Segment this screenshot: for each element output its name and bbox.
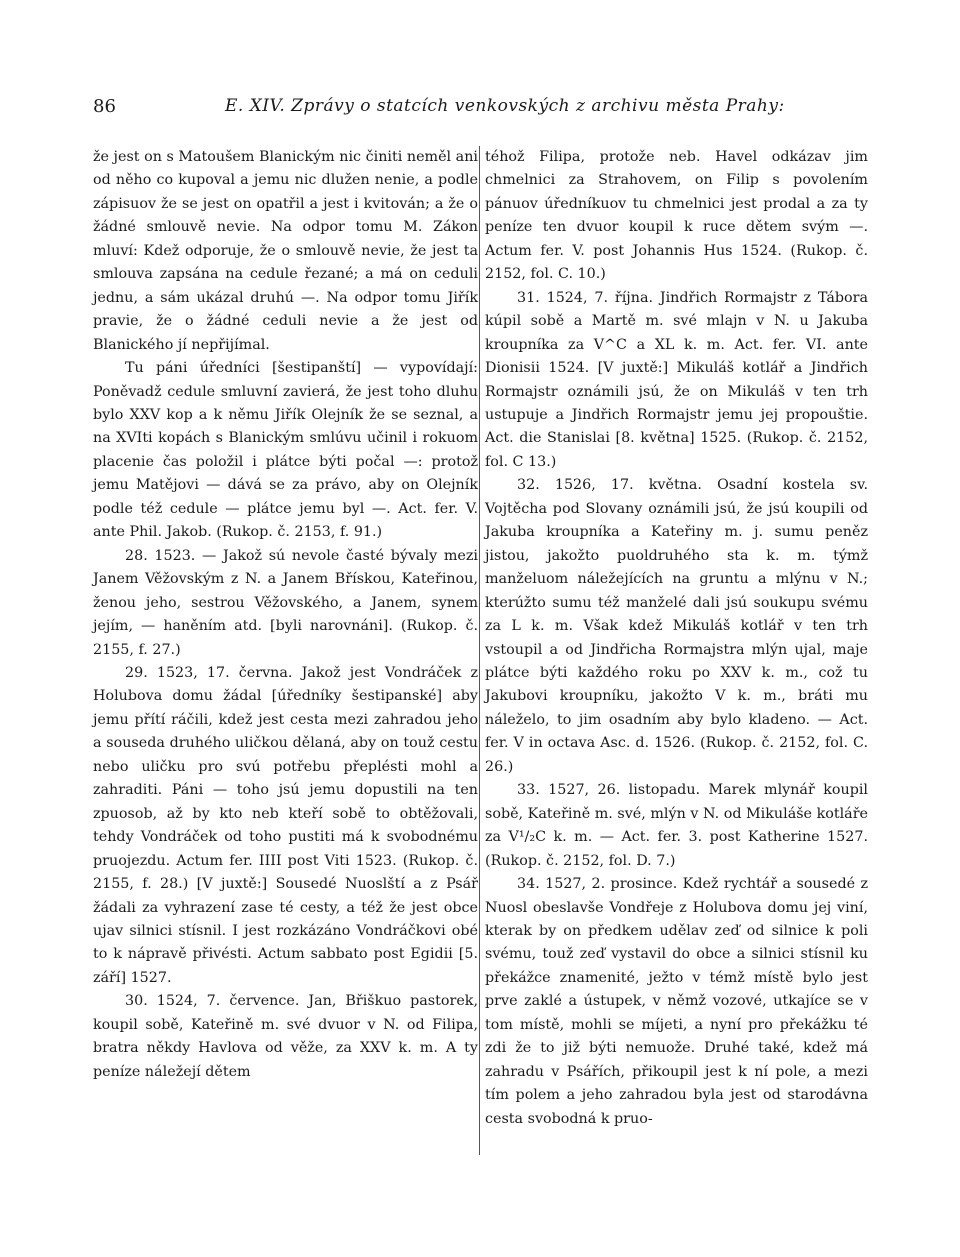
left-column <box>93 146 478 1084</box>
page-number: 86 <box>93 96 116 117</box>
page-header <box>93 96 863 126</box>
column-divider <box>479 146 480 1155</box>
running-title: E. XIV. Zprávy o statcích venkovských z archivu města Prahy: <box>225 96 785 116</box>
paragraph: 30. 1524, 7. července. Jan, Břiškuo pastorek, koupil sobě, Kateřině m. své dvuor v N. od Filipa, bratra někdy Havlova od věže, za XXV k. m. A ty peníze náležejí dětem <box>93 993 478 1080</box>
paragraph: téhož Filipa, protože neb. Havel odkázav jim chmelnici za Strahovem, on Filip s povolením pánuov úředníkuov tu chmelnici jest prodal a za ty peníze ten dvuor koupil k ruce dětem svým —. Actum fer. V. post Johannis Hus 1524. (Rukop. č. 2152, fol. C. 10.) <box>485 149 868 283</box>
paragraph: 31. 1524, 7. října. Jindřich Rormajstr z Tábora kúpil sobě a Martě m. své mlajn v N. u Jakuba kroupníka za V^C a XL k. m. Act. fer. VI. ante Dionisii 1524. [V juxtě:] Mikuláš kotlář a Jindřich Rormajstr oznámili jsú, že on Mikuláš v ten trh ustupuje a Jindřich Rormajstr jemu jej propouštie. Act. die Stanislai [8. května] 1525. (Rukop. č. 2152, fol. C 13.) <box>485 289 868 470</box>
paragraph: 32. 1526, 17. května. Osadní kostela sv. Vojtěcha pod Slovany oznámili jsú, že jsú koupili od Jakuba kroupníka a Kateřiny m. j. sumu peněz jistou, jakožto puoldruhého sta k. m. týmž manželuom náležejících na gruntu a mlýnu v N.; kterúžto sumu též manželé dali jsú soukupu svému za L k. m. Však kdež Mikuláš kotlář v ten trh vstoupil a od Jindřicha Rormajstra mlýn ujal, maje plátce býti každého roku po XXV k. m., což tu Jakubovi kroupníku, jakožto V k. m., bráti mu náleželo, to jim osadním aby bylo kladeno. — Act. fer. V in octava Asc. d. 1526. (Rukop. č. 2152, fol. C. 26.) <box>485 477 868 775</box>
paragraph: 33. 1527, 26. listopadu. Marek mlynář koupil sobě, Kateřině m. své, mlýn v N. od Mikuláše kotláře za V¹/₂C k. m. — Act. fer. 3. post Katherine 1527. (Rukop. č. 2152, fol. D. 7.) <box>485 782 868 869</box>
right-column <box>485 146 868 1131</box>
paragraph: 29. 1523, 17. června. Jakož jest Vondráček z Holubova domu žádal [úředníky šestipanské] aby jemu přítí ráčili, kdež jest cesta mezi zahradou jeho a souseda druhého uličkou dělaná, aby on touž cestu nebo uličku pro svú potřebu přeplésti mohl a zahraditi. Páni — toho jsú jemu dopustili na ten zpuosob, až by kto neb kteří sobě to obtěžovali, tehdy Vondráček od toho pustiti má k svobodnému pruojezdu. Actum fer. IIII post Viti 1523. (Rukop. č. 2155, f. 28.) [V juxtě:] Sousedé Nuoslští a z Psář žádali za vyhrazení zase té cesty, a též že jest obce ujav silnici stísnil. I jest rozkázáno Vondráčkovi obé to k nápravě přivésti. Actum sabbato post Egidii [5. září] 1527. <box>93 664 478 986</box>
paragraph: že jest on s Matoušem Blanickým nic činiti neměl ani od něho co kupoval a jemu nic dlužen nenie, a podle zápisuov že se jest on opatřil a jest i kvitován; a že o žádné smlouvě nevie. Na odpor tomu M. Zákon mluví: Kdež odporuje, že o smlouvě nevie, že jest ta smlouva zapsána na cedule řezané; a má on ceduli jednu, a sám ukázal druhú —. Na odpor tomu Jiřík pravie, že o žádné ceduli nevie a že jest od Blanického jí nepřijímal. <box>93 149 478 353</box>
paragraph: 34. 1527, 2. prosince. Kdež rychtář a sousedé z Nuosl obeslavše Vondřeje z Holubova domu jej viní, kterak by on předkem udělav zeď od silnice k poli svému, touž zeď vystavil do obce a silnici stísnil ku překážce znamenité, ježto v témž místě bylo jest prve zaklé a ústupek, v němž vozové, utkajíce se v tom místě, mohli se míjeti, a nyní pro překážku té zdi že to již býti nemuože. Druhé také, kdež má zahradu v Psářích, přikoupil jest k ní pole, a mezi tím polem a jeho zahradou byla jest od starodávna cesta svobodná k pruo- <box>485 876 868 1127</box>
paragraph: Tu páni úředníci [šestipanští] — vypovídají: Poněvadž cedule smluvní zavierá, že jest toho dluhu bylo XXV kop a k němu Jiřík Olejník že se seznal, a na XVIti kopách s Blanickým smlúvu učinil i rokuom placenie čas položil i plátce býti počal —: protož jemu Matějovi — dává se za právo, aby on Olejník podle též cedule — plátce jemu byl —. Act. fer. V. ante Phil. Jakob. (Rukop. č. 2153, f. 91.) <box>93 360 478 541</box>
paragraph: 28. 1523. — Jakož sú nevole časté bývaly mezi Janem Věžovským z N. a Janem Břískou, Kateřinou, ženou jeho, sestrou Věžovského, a Janem, synem jejím, — haněním atd. [byli narovnáni]. (Rukop. č. 2155, f. 27.) <box>93 547 478 658</box>
